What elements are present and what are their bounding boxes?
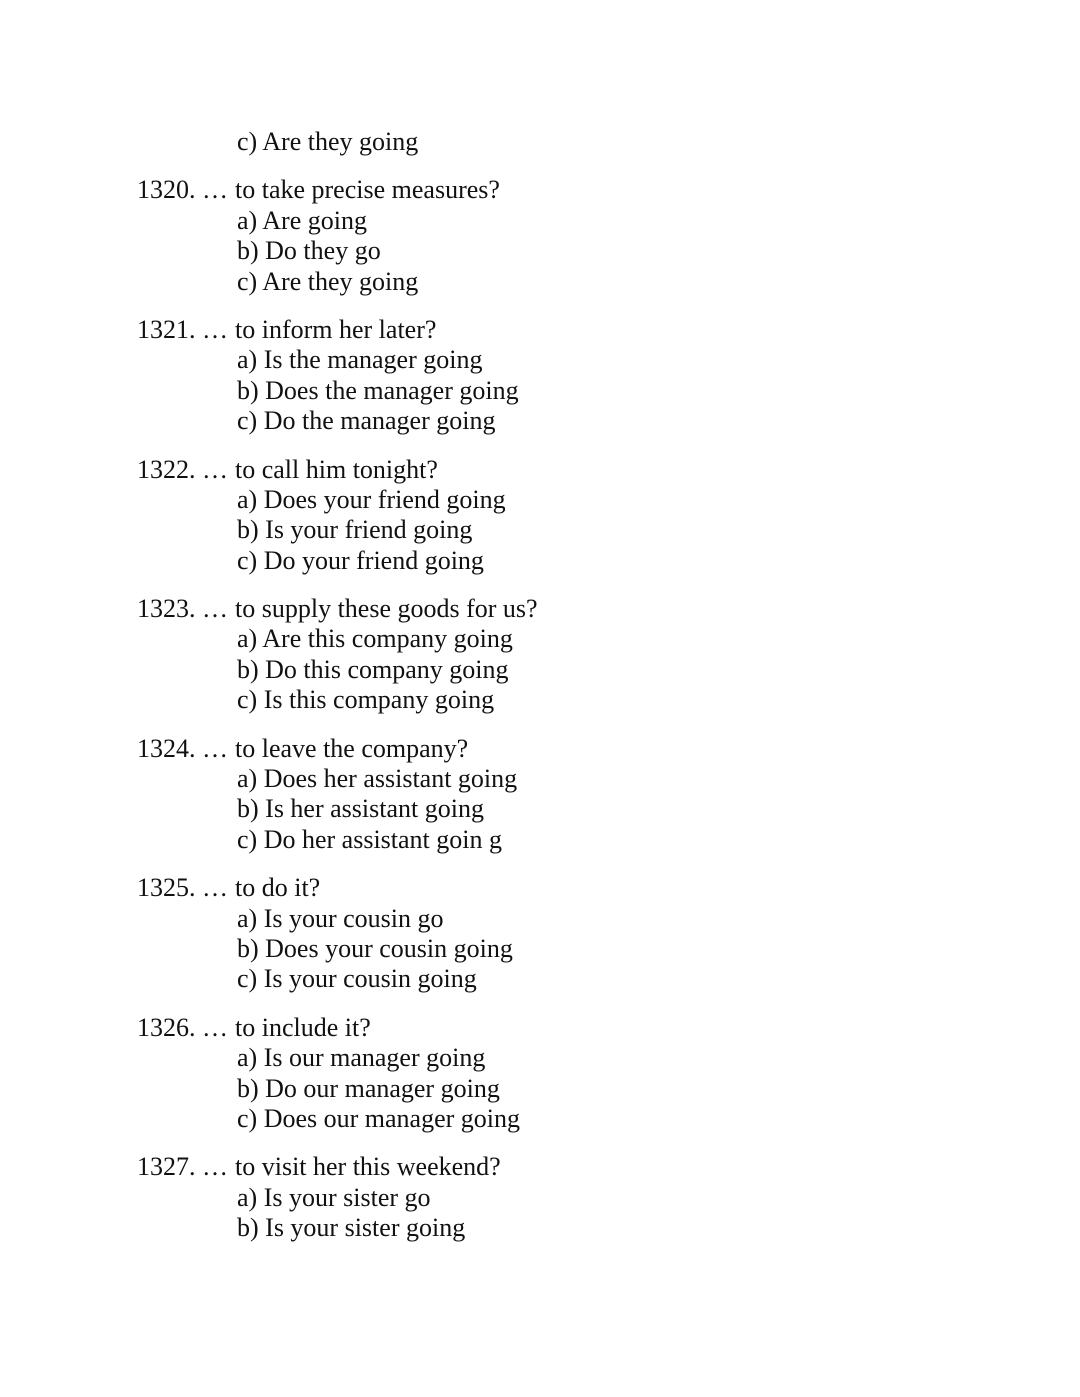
question-number: 1324. … <box>137 733 228 763</box>
question-number: 1325. … <box>137 873 228 903</box>
question-text: to include it? <box>235 1012 371 1042</box>
answer-option: b) Is your friend going <box>237 515 473 545</box>
question-item <box>0 315 1080 437</box>
question-list <box>0 175 1080 1243</box>
question-number: 1323. … <box>137 594 228 624</box>
question-item <box>0 455 1080 577</box>
answer-option: c) Is your cousin going <box>237 964 477 994</box>
question-text: to take precise measures? <box>235 175 500 205</box>
question-line <box>0 594 1080 624</box>
question-item <box>0 1013 1080 1135</box>
answer-option: b) Is her assistant going <box>237 794 484 824</box>
question-line <box>0 734 1080 764</box>
question-line <box>0 1013 1080 1043</box>
answer-option: a) Does her assistant going <box>237 764 518 794</box>
exercise-document <box>0 127 1080 1244</box>
question-text: to inform her later? <box>235 314 437 344</box>
answer-option: a) Is your cousin go <box>237 903 444 933</box>
answer-option: a) Are going <box>237 205 367 235</box>
answer-option: c) Does our manager going <box>237 1103 521 1133</box>
answer-option: c) Do your friend going <box>237 545 484 575</box>
answer-option: c) Are they going <box>237 127 419 156</box>
answer-option: b) Does the manager going <box>237 375 519 405</box>
question-text: to call him tonight? <box>235 454 438 484</box>
answer-option: a) Are this company going <box>237 624 513 654</box>
question-text: to leave the company? <box>235 733 469 763</box>
answer-option: a) Is the manager going <box>237 345 483 375</box>
question-number: 1322. … <box>137 454 228 484</box>
answer-option: b) Do this company going <box>237 654 509 684</box>
answer-option: b) Do they go <box>237 236 381 266</box>
question-text: to supply these goods for us? <box>235 594 538 624</box>
answer-option: b) Do our manager going <box>237 1073 500 1103</box>
question-number: 1320. … <box>137 175 228 205</box>
question-item <box>0 175 1080 297</box>
question-text: to do it? <box>235 873 321 903</box>
question-item <box>0 873 1080 995</box>
answer-option: c) Do the manager going <box>237 406 496 436</box>
answer-option: b) Is your sister going <box>237 1213 466 1243</box>
question-line <box>0 1152 1080 1182</box>
answer-option: a) Is your sister go <box>237 1182 431 1212</box>
answer-option: b) Does your cousin going <box>237 933 513 963</box>
question-line <box>0 455 1080 485</box>
answer-option: a) Does your friend going <box>237 484 506 514</box>
answer-option: c) Is this company going <box>237 685 495 715</box>
question-item <box>0 594 1080 716</box>
question-number: 1327. … <box>137 1152 228 1182</box>
question-line <box>0 315 1080 345</box>
question-line <box>0 873 1080 903</box>
question-text: to visit her this weekend? <box>235 1152 501 1182</box>
answer-option: c) Are they going <box>237 266 419 296</box>
answer-option: a) Is our manager going <box>237 1043 486 1073</box>
question-line <box>0 175 1080 205</box>
question-item <box>0 734 1080 856</box>
question-item <box>0 1152 1080 1243</box>
question-number: 1321. … <box>137 314 228 344</box>
answer-option: c) Do her assistant goin g <box>237 824 503 854</box>
question-number: 1326. … <box>137 1012 228 1042</box>
